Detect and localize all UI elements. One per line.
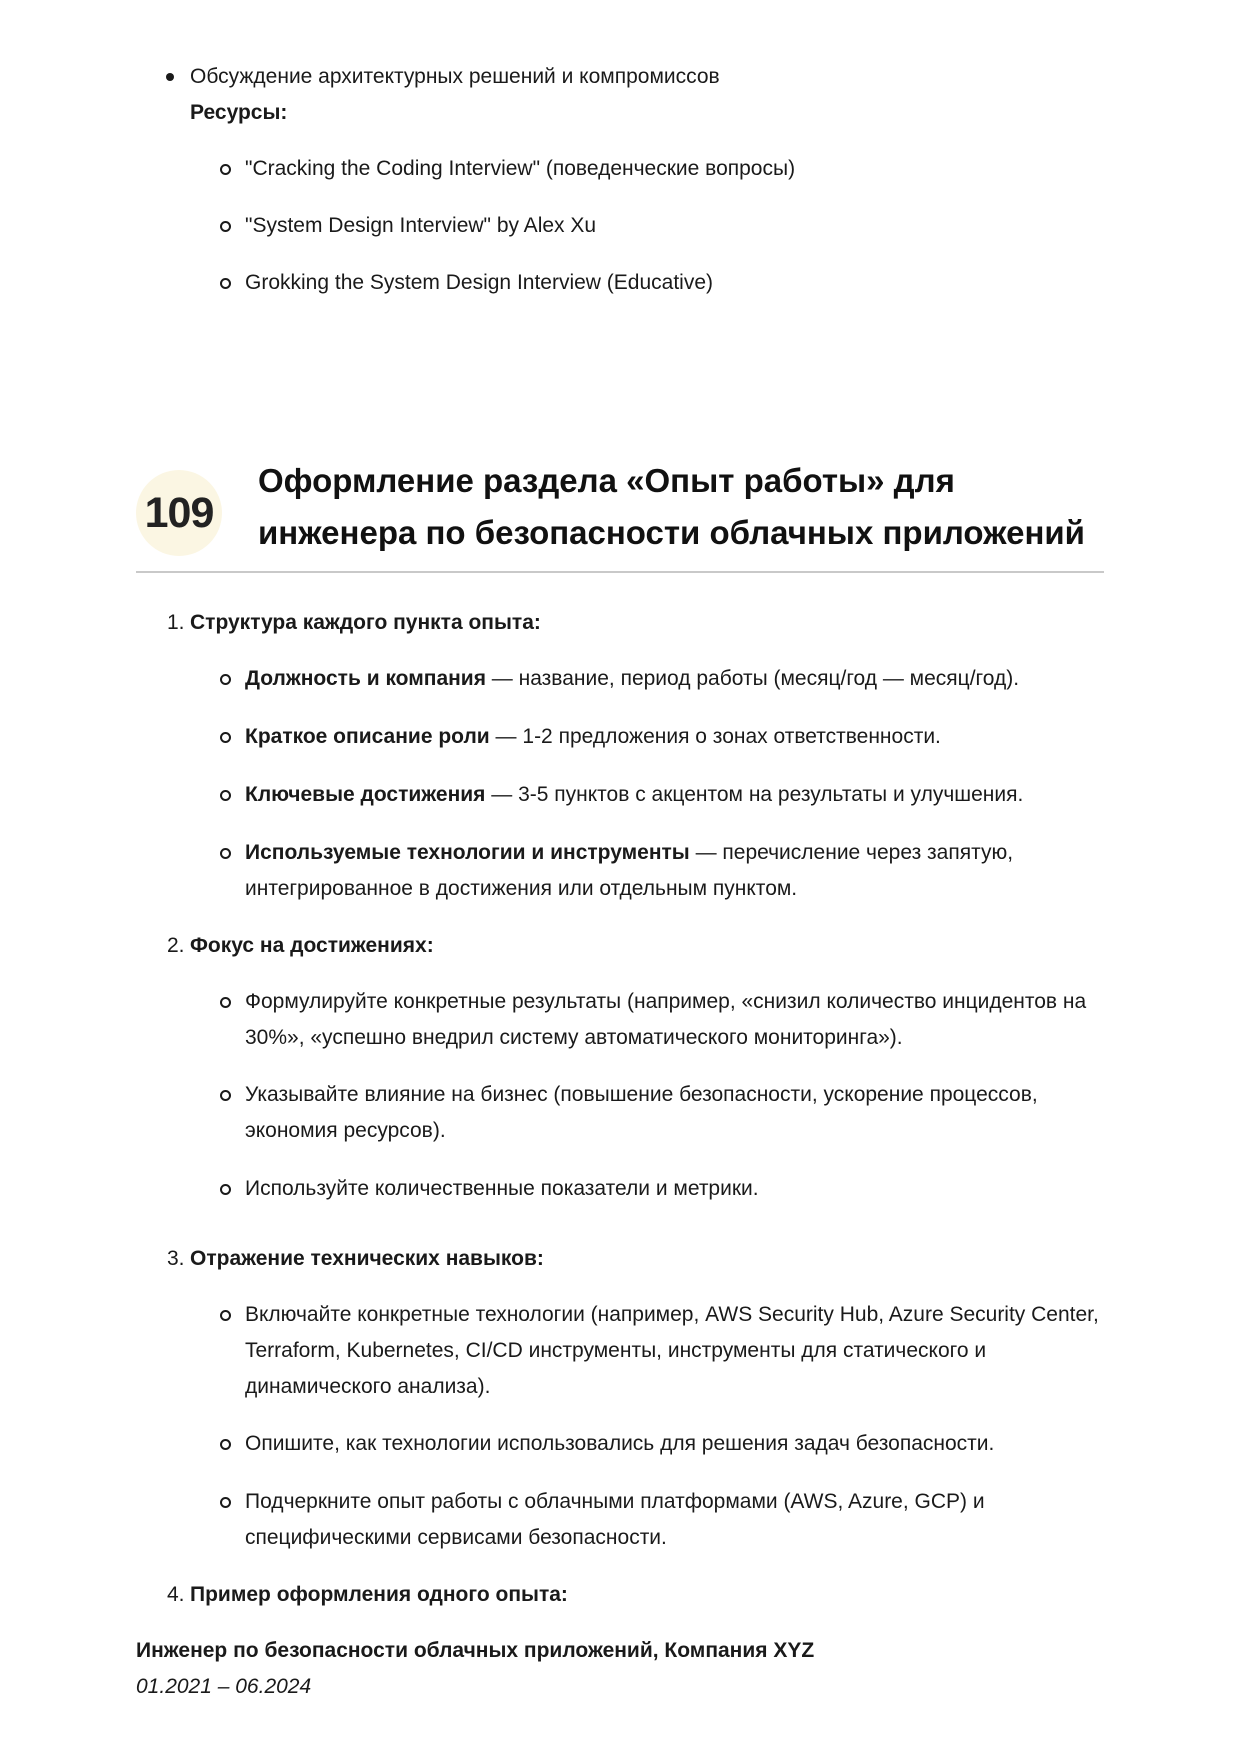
sub-item-text: — 1-2 предложения о зонах ответственности. [489, 725, 941, 748]
sub-bullet [220, 732, 231, 743]
list-number: 2. [167, 934, 185, 957]
sub-item-text: — перечисление через запятую, интегрированное в достижения или отдельным пунктом. [245, 841, 1014, 900]
sub-item [245, 777, 1105, 813]
sub-item [245, 661, 1105, 697]
sub-item-bold: Ключевые достижения [245, 783, 486, 806]
sub-item: Формулируйте конкретные результаты (например, «снизил количество инцидентов на 30%», «успешно внедрил систему автоматического мониторинга»). [245, 990, 1087, 1049]
sub-item-bold: Краткое описание роли [245, 725, 490, 748]
list-item-title: Фокус на достижениях: [190, 934, 434, 957]
sub-bullet [220, 164, 231, 175]
sub-bullet [220, 221, 231, 232]
sub-bullet [220, 1497, 231, 1508]
resource-item: "Cracking the Coding Interview" (поведенческие вопросы) [245, 157, 796, 180]
list-item-title: Структура каждого пункта опыта: [190, 611, 541, 634]
section-header [136, 455, 1104, 573]
sub-item: Включайте конкретные технологии (например, AWS Security Hub, Azure Security Center, Terraform, Kubernetes, CI/CD инструменты, инструменты для статического и динамического анализа). [245, 1303, 1099, 1398]
sub-bullet [220, 674, 231, 685]
section-number-badge: 109 [136, 470, 222, 556]
list-number: 4. [167, 1583, 185, 1606]
section-title: Оформление раздела «Опыт работы» для инженера по безопасности облачных приложений [258, 462, 1085, 551]
sub-bullet [220, 278, 231, 289]
bullet-dot [166, 73, 174, 81]
list-item-title: Пример оформления одного опыта: [190, 1583, 568, 1606]
resource-item: "System Design Interview" by Alex Xu [245, 214, 597, 237]
sub-item: Опишите, как технологии использовались для решения задач безопасности. [245, 1432, 995, 1455]
sub-bullet [220, 1184, 231, 1195]
list-number: 3. [167, 1247, 185, 1270]
list-item-title: Отражение технических навыков: [190, 1247, 544, 1270]
list-number: 1. [167, 611, 185, 634]
sub-item-bold: Должность и компания [245, 667, 486, 690]
resources-label: Ресурсы: [190, 101, 288, 124]
example-position: Инженер по безопасности облачных приложений, Компания XYZ [136, 1639, 815, 1662]
sub-bullet [220, 997, 231, 1008]
sub-bullet [220, 1439, 231, 1450]
sub-bullet [220, 790, 231, 801]
sub-item-text: — 3-5 пунктов с акцентом на результаты и улучшения. [485, 783, 1024, 806]
sub-item-text: — название, период работы (месяц/год — месяц/год). [485, 667, 1020, 690]
sub-item: Используйте количественные показатели и метрики. [245, 1177, 759, 1200]
sub-bullet [220, 848, 231, 859]
sub-item: Указывайте влияние на бизнес (повышение безопасности, ускорение процессов, экономия ресурсов). [245, 1083, 1038, 1142]
bullet-text: Обсуждение архитектурных решений и компромиссов [190, 65, 720, 88]
sub-item [245, 835, 1105, 907]
sub-item [245, 719, 1105, 755]
sub-bullet [220, 1310, 231, 1321]
sub-item: Подчеркните опыт работы с облачными платформами (AWS, Azure, GCP) и специфическими сервисами безопасности. [245, 1490, 985, 1549]
example-period: 01.2021 – 06.2024 [136, 1675, 312, 1698]
resource-item: Grokking the System Design Interview (Educative) [245, 271, 714, 294]
sub-item-bold: Используемые технологии и инструменты [245, 841, 690, 864]
sub-bullet [220, 1090, 231, 1101]
